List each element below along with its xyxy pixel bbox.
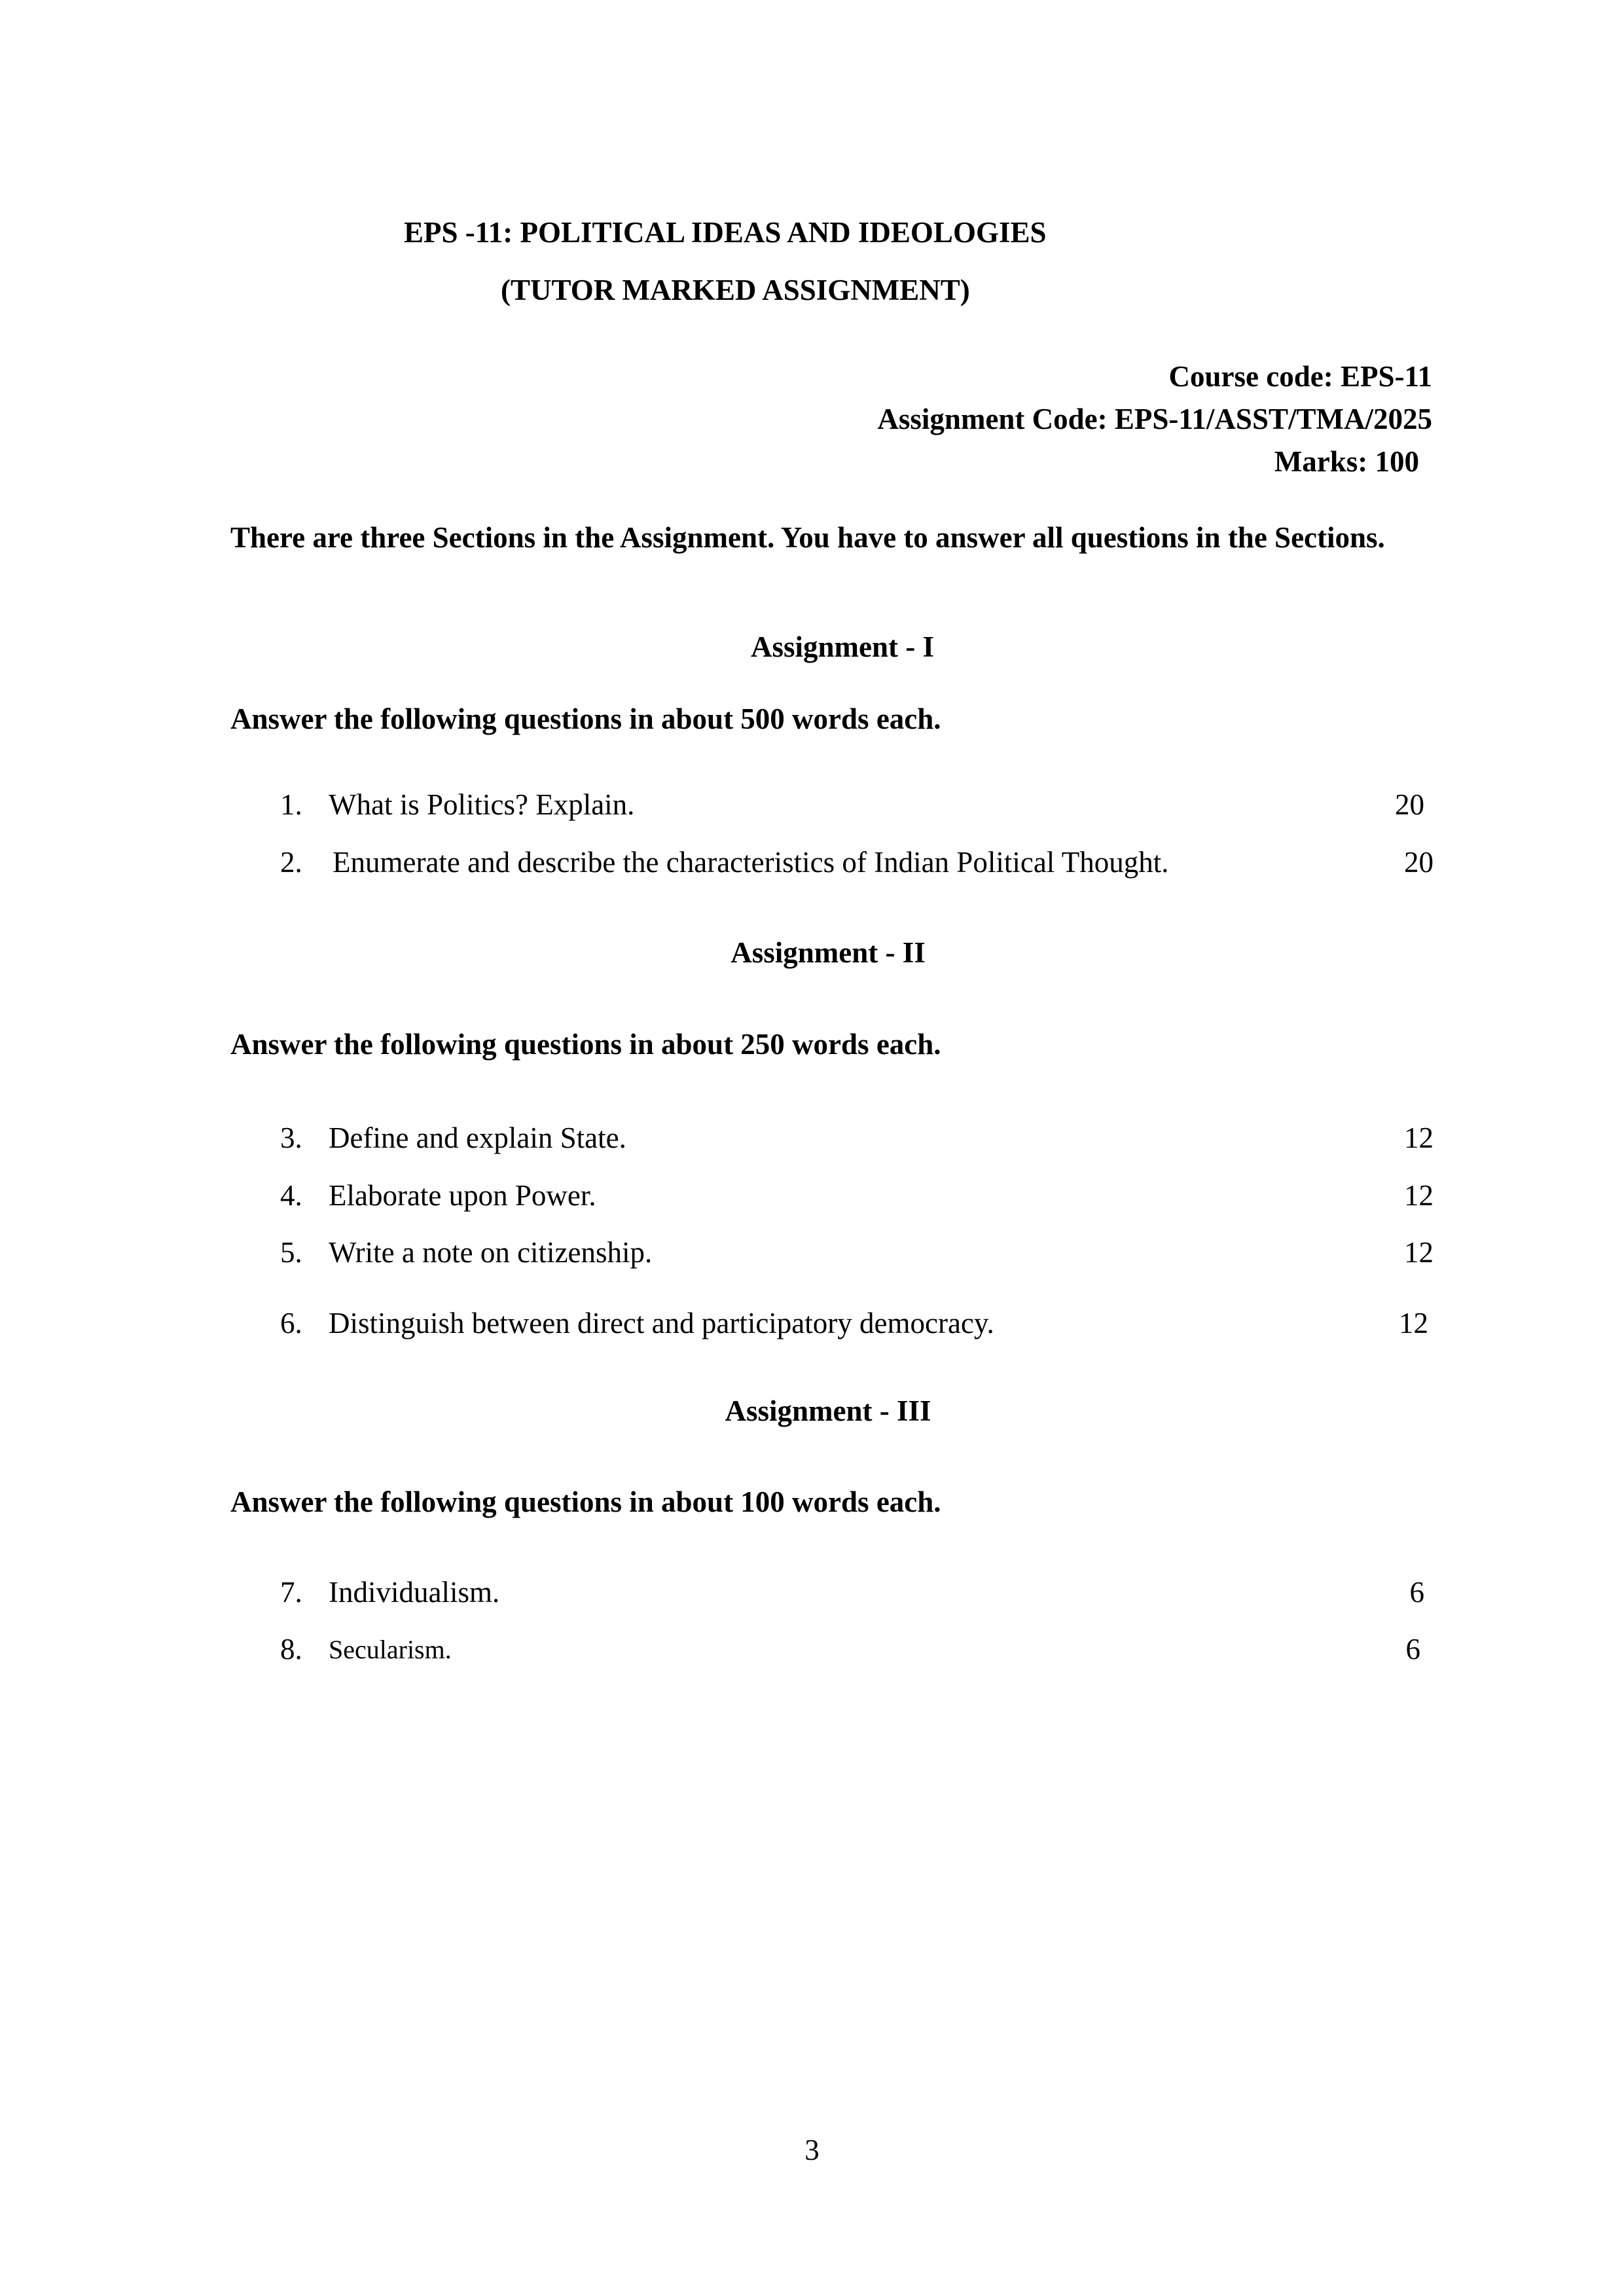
section-instruction-3: Answer the following questions in about 100 words each.	[230, 1485, 941, 1518]
question-marks: 12	[1404, 1121, 1434, 1154]
question-number: 6.	[280, 1307, 302, 1339]
section-heading-3: Assignment - III	[725, 1394, 931, 1427]
total-marks: Marks: 100	[1274, 445, 1419, 478]
question-text: What is Politics? Explain.	[329, 788, 635, 821]
question-number: 2.	[280, 846, 302, 879]
document-title: EPS -11: POLITICAL IDEAS AND IDEOLOGIES	[404, 216, 1047, 249]
page-number: 3	[804, 2134, 820, 2166]
section-heading-1: Assignment - I	[750, 630, 935, 663]
question-marks: 20	[1395, 788, 1424, 821]
question-marks: 12	[1399, 1307, 1428, 1339]
question-text: Secularism.	[329, 1635, 452, 1664]
intro-text: There are three Sections in the Assignment. You have to answer all questions in the Sections.	[230, 521, 1385, 554]
question-number: 1.	[280, 788, 302, 821]
question-text: Write a note on citizenship.	[329, 1236, 653, 1269]
question-number: 7.	[280, 1576, 302, 1609]
question-text: Define and explain State.	[329, 1121, 626, 1154]
assignment-code: Assignment Code: EPS-11/ASST/TMA/2025	[877, 403, 1432, 435]
question-number: 8.	[280, 1633, 302, 1666]
question-text: Elaborate upon Power.	[329, 1179, 596, 1212]
question-text: Distinguish between direct and participatory democracy.	[329, 1307, 994, 1339]
question-marks: 12	[1404, 1236, 1434, 1269]
section-instruction-2: Answer the following questions in about 250 words each.	[230, 1028, 941, 1061]
question-text: Individualism.	[329, 1576, 500, 1609]
question-marks: 6	[1409, 1576, 1424, 1609]
question-text: Enumerate and describe the characteristics of Indian Political Thought.	[333, 846, 1169, 879]
question-marks: 6	[1405, 1633, 1420, 1666]
question-number: 5.	[280, 1236, 302, 1269]
question-number: 4.	[280, 1179, 302, 1212]
question-marks: 20	[1404, 846, 1434, 879]
document-subtitle: (TUTOR MARKED ASSIGNMENT)	[501, 274, 970, 306]
section-heading-2: Assignment - II	[731, 936, 926, 969]
question-marks: 12	[1404, 1179, 1434, 1212]
section-instruction-1: Answer the following questions in about 500 words each.	[230, 702, 941, 735]
course-code: Course code: EPS-11	[1168, 360, 1432, 393]
question-number: 3.	[280, 1121, 302, 1154]
